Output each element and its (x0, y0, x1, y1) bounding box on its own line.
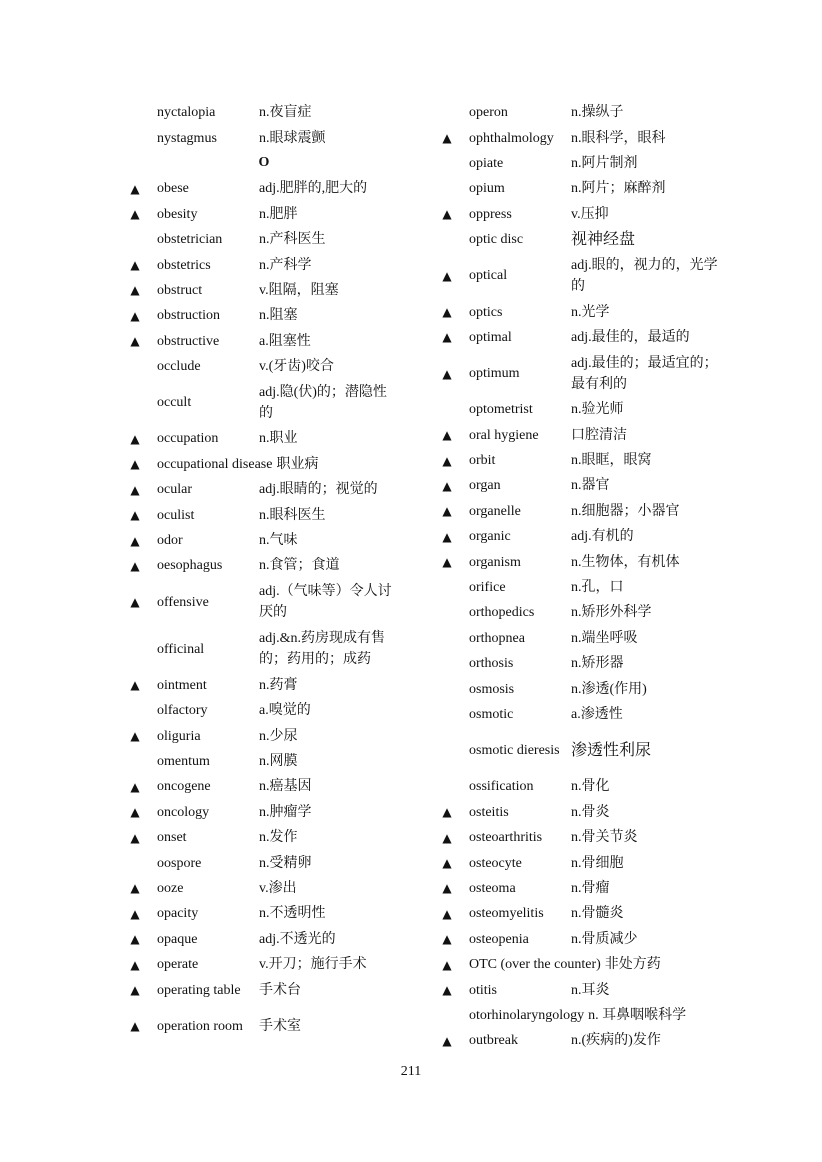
right-column (440, 100, 720, 1054)
entry-term: omentum (157, 754, 210, 769)
glossary-entry (128, 774, 400, 799)
entry-definition: n.(疾病的)发作 (571, 1033, 661, 1049)
triangle-icon: ▲ (130, 258, 140, 273)
triangle-icon: ▲ (442, 1033, 452, 1048)
glossary-entry (128, 202, 400, 227)
entry-definition: adj.（气味等）令人讨厌的 (259, 584, 392, 621)
entry-definition: n.肿瘤学 (259, 804, 312, 820)
glossary-entry (128, 176, 400, 201)
glossary-entry (128, 252, 400, 277)
entry-definition: a.阻塞性 (259, 333, 311, 349)
glossary-entry (128, 303, 400, 328)
entry-term: nystagmus (157, 130, 217, 146)
entry-definition: n.孔，口 (571, 580, 624, 596)
entry-definition: n.验光师 (571, 402, 624, 418)
entry-definition: n.眼科医生 (259, 507, 326, 523)
entry-definition: adj.不透光的 (259, 931, 336, 947)
triangle-icon: ▲ (442, 957, 452, 972)
entry-definition: n.骨细胞 (571, 855, 624, 871)
entry-definition: n.阿片制剂 (571, 155, 638, 171)
entry-definition: n.矫形外科学 (571, 605, 652, 621)
triangle-icon: ▲ (442, 453, 452, 468)
triangle-icon: ▲ (130, 533, 140, 548)
entry-definition: n.不透明性 (259, 906, 326, 922)
entry-term: ooze (157, 880, 184, 896)
triangle-icon: ▲ (130, 181, 140, 196)
entry-definition: n.癌基因 (259, 779, 312, 795)
triangle-icon: ▲ (130, 932, 140, 947)
entry-term: organ (469, 478, 501, 494)
entry-definition: n.发作 (259, 830, 298, 846)
triangle-icon: ▲ (442, 856, 452, 871)
entry-term: operation room (157, 1018, 243, 1034)
glossary-entry (440, 651, 720, 676)
glossary-entry (440, 1003, 720, 1028)
entry-term: odor (157, 533, 183, 549)
entry-definition: v.渗出 (259, 880, 297, 896)
entry-definition: n.骨炎 (571, 804, 610, 820)
triangle-icon: ▲ (442, 207, 452, 222)
entry-term: obstruction (157, 308, 220, 324)
glossary-entry (128, 528, 400, 553)
entry-term: otorhinolaryngology (469, 1007, 585, 1023)
triangle-icon: ▲ (442, 330, 452, 345)
entry-term: occult (157, 395, 192, 411)
entry-definition: a.嗅觉的 (259, 703, 311, 719)
entry-term: operon (469, 105, 508, 121)
entry-term: osteopenia (469, 931, 529, 947)
entry-term: optical (469, 268, 508, 284)
glossary-entry (128, 426, 400, 451)
triangle-icon: ▲ (130, 595, 140, 610)
entry-term: orbit (469, 453, 496, 469)
triangle-icon: ▲ (442, 428, 452, 443)
glossary-entry (128, 825, 400, 850)
triangle-icon: ▲ (442, 881, 452, 896)
glossary-entry (440, 350, 720, 397)
page-number: 211 (400, 1064, 422, 1079)
glossary-entry (440, 473, 720, 498)
glossary-entry (128, 1003, 400, 1050)
entry-definition: n.阿片；麻醉剂 (571, 181, 666, 197)
entry-definition: n.眼球震颤 (259, 130, 326, 146)
glossary-entry (440, 850, 720, 875)
section-letter (128, 151, 400, 176)
glossary-entry (440, 774, 720, 799)
entry-term: ossification (469, 779, 534, 795)
entry-term: oral hygiene (469, 427, 539, 443)
entry-definition: n.骨化 (571, 779, 610, 795)
entry-term: obstetrics (157, 257, 211, 273)
glossary-entry (440, 800, 720, 825)
triangle-icon: ▲ (442, 830, 452, 845)
glossary-entry (440, 952, 720, 977)
entry-term: optimum (469, 366, 520, 382)
left-column (128, 100, 400, 1050)
entry-definition: n.骨髓炎 (571, 906, 624, 922)
entry-definition: n.骨瘤 (571, 880, 610, 896)
glossary-entry (128, 952, 400, 977)
entry-definition: 渗透性利尿 (571, 742, 652, 760)
entry-definition: n.肥胖 (259, 206, 298, 222)
entry-term: osteocyte (469, 855, 522, 871)
glossary-entry (440, 901, 720, 926)
triangle-icon: ▲ (130, 983, 140, 998)
triangle-icon: ▲ (130, 830, 140, 845)
glossary-entry (440, 575, 720, 600)
entry-term: oncology (157, 804, 210, 820)
triangle-icon: ▲ (442, 366, 452, 381)
entry-definition: n.端坐呼吸 (571, 630, 638, 646)
entry-term: organic (469, 529, 511, 545)
entry-term: obstruct (157, 282, 203, 298)
glossary-entry (128, 477, 400, 502)
entry-term: osteomyelitis (469, 906, 544, 922)
entry-term: ophthalmology (469, 130, 554, 146)
triangle-icon: ▲ (442, 805, 452, 820)
glossary-entry (128, 977, 400, 1002)
entry-definition: 口腔清洁 (571, 427, 627, 443)
triangle-icon: ▲ (130, 805, 140, 820)
glossary-entry (440, 600, 720, 625)
glossary-entry (128, 876, 400, 901)
glossary-entry (440, 423, 720, 448)
entry-term: ointment (157, 677, 207, 693)
entry-term: nyctalopia (157, 105, 216, 121)
glossary-entry (440, 977, 720, 1002)
entry-definition: adj.眼睛的；视觉的 (259, 482, 378, 498)
entry-term: oculist (157, 507, 195, 523)
triangle-icon: ▲ (442, 983, 452, 998)
entry-term: osmosis (469, 681, 515, 697)
triangle-icon: ▲ (130, 308, 140, 323)
glossary-entry (128, 673, 400, 698)
glossary-entry (440, 176, 720, 201)
entry-definition: n.产科学 (259, 257, 312, 273)
entry-definition: adj.有机的 (571, 529, 634, 545)
entry-definition: adj.最佳的，最适的 (571, 329, 690, 345)
triangle-icon: ▲ (442, 504, 452, 519)
glossary-entry (440, 876, 720, 901)
glossary-entry (128, 227, 400, 252)
entry-definition: adj.肥胖的,肥大的 (259, 181, 368, 197)
triangle-icon: ▲ (130, 508, 140, 523)
glossary-entry (440, 727, 720, 774)
triangle-icon: ▲ (442, 555, 452, 570)
entry-term: opium (469, 181, 505, 197)
entry-definition: n.夜盲症 (259, 105, 312, 121)
glossary-entry (128, 626, 400, 673)
glossary-entry (128, 502, 400, 527)
entry-term: outbreak (469, 1033, 518, 1049)
glossary-entry (440, 100, 720, 125)
entry-term: orifice (469, 580, 506, 596)
entry-definition: n.受精卵 (259, 855, 312, 871)
triangle-icon: ▲ (442, 932, 452, 947)
entry-term: obstructive (157, 333, 220, 349)
glossary-entry (128, 800, 400, 825)
entry-term: osmotic dieresis (469, 743, 560, 759)
section-letter-text: O (258, 155, 270, 171)
entry-term: opiate (469, 155, 504, 171)
glossary-entry (440, 676, 720, 701)
glossary-entry (128, 901, 400, 926)
glossary-entry (440, 702, 720, 727)
glossary-entry (440, 125, 720, 150)
entry-term: onset (157, 830, 187, 846)
entry-definition: n.药膏 (259, 677, 298, 693)
entry-definition: n.操纵子 (571, 105, 624, 121)
entry-term: officinal (157, 641, 205, 657)
glossary-entry (440, 524, 720, 549)
entry-definition: n.细胞器；小器官 (571, 503, 680, 519)
glossary-entry (128, 452, 400, 477)
glossary-entry (128, 927, 400, 952)
entry-term: organelle (469, 503, 521, 519)
glossary-entry (440, 549, 720, 574)
entry-term: osteoarthritis (469, 830, 543, 846)
glossary-entry (440, 397, 720, 422)
entry-definition: 手术台 (259, 982, 301, 998)
entry-definition: 视神经盘 (571, 231, 636, 249)
entry-term: opacity (157, 906, 199, 922)
triangle-icon: ▲ (130, 729, 140, 744)
glossary-entry (128, 354, 400, 379)
entry-term: osmotic (469, 707, 514, 722)
glossary-entry (128, 850, 400, 875)
triangle-icon: ▲ (442, 478, 452, 493)
entry-term: orthosis (469, 656, 514, 672)
triangle-icon: ▲ (442, 131, 452, 146)
glossary-entry (440, 626, 720, 651)
entry-term: OTC (over the counter) (469, 957, 601, 973)
glossary-entry (128, 749, 400, 774)
glossary-entry (440, 448, 720, 473)
entry-term: optimal (469, 329, 512, 345)
entry-term: occupational disease (157, 456, 273, 472)
entry-definition: n.骨关节炎 (571, 830, 638, 846)
entry-term: occlude (157, 359, 201, 375)
glossary-entry (128, 553, 400, 578)
glossary-entry (440, 927, 720, 952)
entry-definition: v.阻隔，阻塞 (259, 282, 339, 298)
glossary-entry (440, 1028, 720, 1053)
glossary-entry (128, 579, 400, 626)
entry-definition: adj.&n.药房现成有售的；药用的；成药 (259, 631, 385, 668)
entry-definition: n.光学 (571, 304, 610, 320)
entry-term: optics (469, 304, 503, 320)
entry-term: obesity (157, 206, 198, 222)
entry-definition: n.矫形器 (571, 656, 624, 672)
glossary-entry (440, 227, 720, 252)
glossary-entry (128, 723, 400, 748)
glossary-entry (128, 278, 400, 303)
entry-definition: a.渗透性 (571, 707, 623, 722)
entry-definition: n.职业 (259, 431, 298, 447)
entry-definition: n.渗透(作用) (571, 681, 647, 697)
triangle-icon: ▲ (442, 529, 452, 544)
entry-term: oncogene (157, 779, 211, 795)
triangle-icon: ▲ (130, 431, 140, 446)
triangle-icon: ▲ (130, 558, 140, 573)
entry-definition: v.开刀；施行手术 (259, 957, 367, 973)
entry-term: osteoma (469, 880, 516, 896)
glossary-entry (128, 100, 400, 125)
entry-definition: n.网膜 (259, 754, 298, 769)
entry-term: operate (157, 957, 199, 973)
triangle-icon: ▲ (130, 1019, 140, 1034)
triangle-icon: ▲ (130, 334, 140, 349)
glossary-entry (128, 379, 400, 426)
entry-definition: 职业病 (276, 456, 319, 472)
entry-definition: n.生物体，有机体 (571, 554, 680, 570)
entry-term: oliguria (157, 728, 201, 744)
glossary-entry (440, 151, 720, 176)
entry-term: organism (469, 554, 521, 570)
entry-term: operating table (157, 982, 241, 998)
triangle-icon: ▲ (130, 283, 140, 298)
triangle-icon: ▲ (130, 678, 140, 693)
glossary-entry (128, 698, 400, 723)
triangle-icon: ▲ (442, 906, 452, 921)
glossary-entry (128, 329, 400, 354)
entry-definition: n.眼科学，眼科 (571, 130, 666, 146)
triangle-icon: ▲ (130, 881, 140, 896)
entry-term: optometrist (469, 402, 533, 418)
triangle-icon: ▲ (130, 779, 140, 794)
entry-definition: adj.最佳的；最适宜的；最有利的 (571, 355, 718, 392)
triangle-icon: ▲ (130, 906, 140, 921)
entry-definition: n.少尿 (259, 728, 298, 744)
entry-term: obstetrician (157, 232, 223, 248)
entry-term: oospore (157, 855, 202, 871)
entry-definition: n. 耳鼻咽喉科学 (588, 1007, 687, 1023)
glossary-entry (440, 202, 720, 227)
entry-definition: v.(牙齿)咬合 (259, 359, 334, 375)
glossary-entry (440, 325, 720, 350)
entry-term: oppress (469, 206, 512, 222)
entry-definition: 非处方药 (604, 957, 661, 973)
entry-definition: adj.隐(伏)的；潜隐性的 (259, 384, 387, 421)
entry-definition: n.阻塞 (259, 308, 298, 324)
entry-definition: n.产科医生 (259, 232, 326, 248)
entry-term: optic disc (469, 232, 524, 248)
entry-term: opaque (157, 931, 198, 947)
entry-definition: n.器官 (571, 478, 610, 494)
entry-definition: n.骨质减少 (571, 931, 638, 947)
glossary-entry (440, 499, 720, 524)
entry-term: orthopnea (469, 630, 525, 646)
entry-definition: n.眼眶，眼窝 (571, 453, 652, 469)
glossary-entry (440, 252, 720, 299)
entry-term: occupation (157, 431, 219, 447)
entry-term: orthopedics (469, 605, 535, 621)
entry-definition: v.压抑 (571, 206, 609, 222)
entry-term: ocular (157, 482, 192, 498)
entry-definition: 手术室 (259, 1018, 301, 1034)
entry-definition: n.食管；食道 (259, 558, 340, 574)
glossary-entry (440, 825, 720, 850)
entry-definition: adj.眼的，视力的，光学的 (571, 257, 718, 294)
entry-definition: n.耳炎 (571, 982, 610, 998)
entry-term: olfactory (157, 703, 208, 719)
triangle-icon: ▲ (130, 957, 140, 972)
glossary-entry (128, 125, 400, 150)
triangle-icon: ▲ (442, 305, 452, 320)
entry-term: oesophagus (157, 558, 223, 574)
entry-term: otitis (469, 982, 498, 998)
triangle-icon: ▲ (130, 457, 140, 472)
entry-definition: n.气味 (259, 533, 298, 549)
entry-term: obese (157, 181, 189, 197)
glossary-entry (440, 299, 720, 324)
triangle-icon: ▲ (442, 268, 452, 283)
entry-term: offensive (157, 594, 209, 610)
triangle-icon: ▲ (130, 482, 140, 497)
entry-term: osteitis (469, 804, 509, 820)
triangle-icon: ▲ (130, 207, 140, 222)
